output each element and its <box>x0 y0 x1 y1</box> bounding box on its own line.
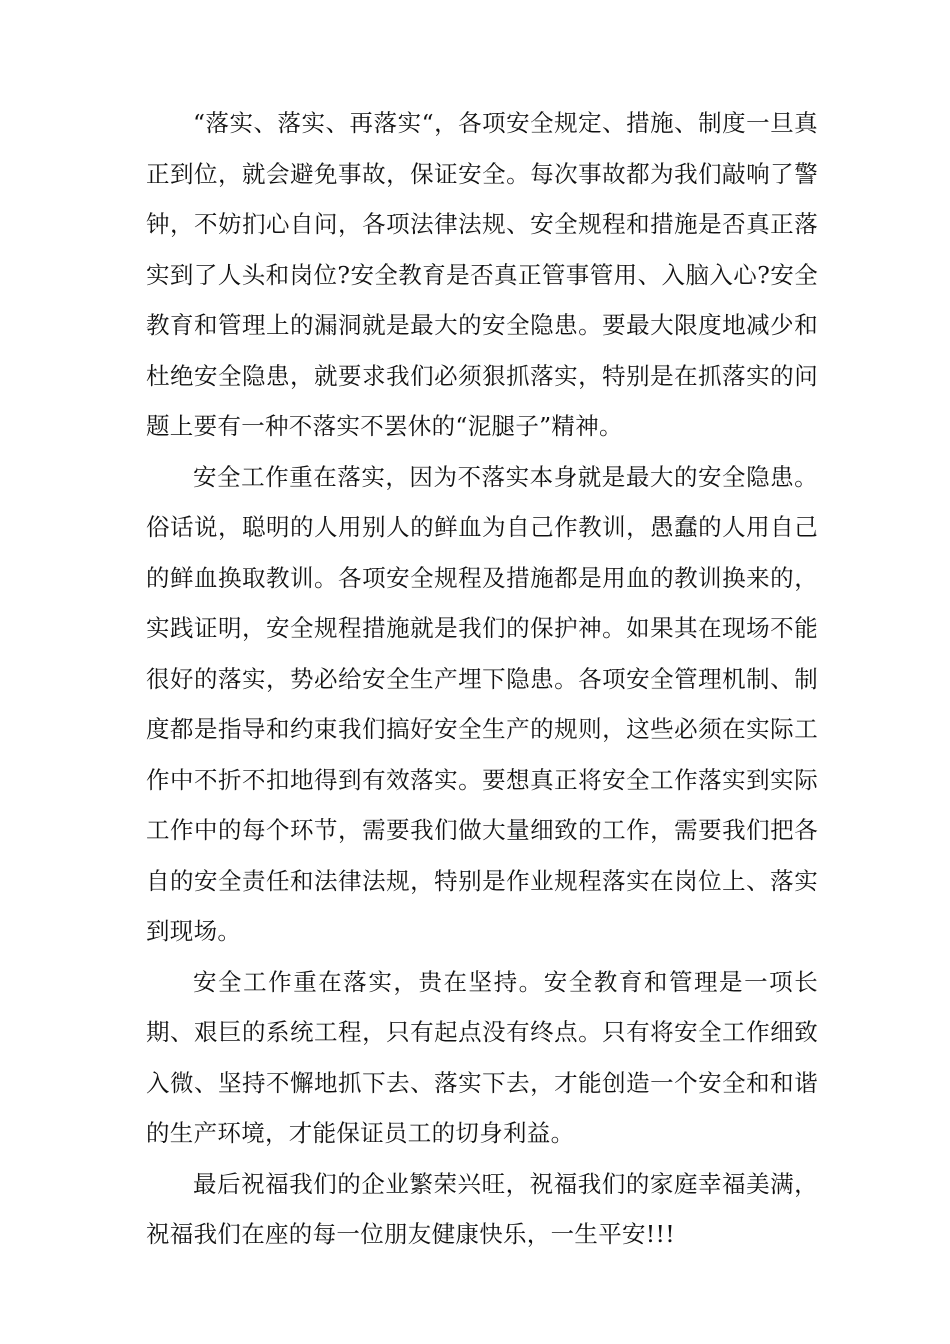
paragraph: 最后祝福我们的企业繁荣兴旺，祝福我们的家庭幸福美满，祝福我们在座的每一位朋友健康快乐，一生平安!!! <box>146 1169 818 1248</box>
paragraph: “落实、落实、再落实“，各项安全规定、措施、制度一旦真正到位，就会避免事故，保证安全。每次事故都为我们敲响了警钟，不妨扪心自问，各项法律法规、安全规程和措施是否真正落实到了人头和岗位?安全教育是否真正管事管用、入脑入心?安全教育和管理上的漏洞就是最大的安全隐患。要最大限度地减少和杜绝安全隐患，就要求我们必须狠抓落实，特别是在抓落实的问题上要有一种不落实不罢休的“泥腿子”精神。 <box>146 109 818 440</box>
paragraph: 安全工作重在落实，贵在坚持。安全教育和管理是一项长期、艰巨的系统工程，只有起点没有终点。只有将安全工作细致入微、坚持不懈地抓下去、落实下去，才能创造一个安全和和谐的生产环境，才能保证员工的切身利益。 <box>146 967 818 1147</box>
document-body <box>146 98 818 1260</box>
paragraph: 安全工作重在落实，因为不落实本身就是最大的安全隐患。俗话说，聪明的人用别人的鲜血为自己作教训，愚蠢的人用自己的鲜血换取教训。各项安全规程及措施都是用血的教训换来的，实践证明，安全规程措施就是我们的保护神。如果其在现场不能很好的落实，势必给安全生产埋下隐患。各项安全管理机制、制度都是指导和约束我们搞好安全生产的规则，这些必须在实际工作中不折不扣地得到有效落实。要想真正将安全工作落实到实际工作中的每个环节，需要我们做大量细致的工作，需要我们把各自的安全责任和法律法规，特别是作业规程落实在岗位上、落实到现场。 <box>146 462 818 945</box>
